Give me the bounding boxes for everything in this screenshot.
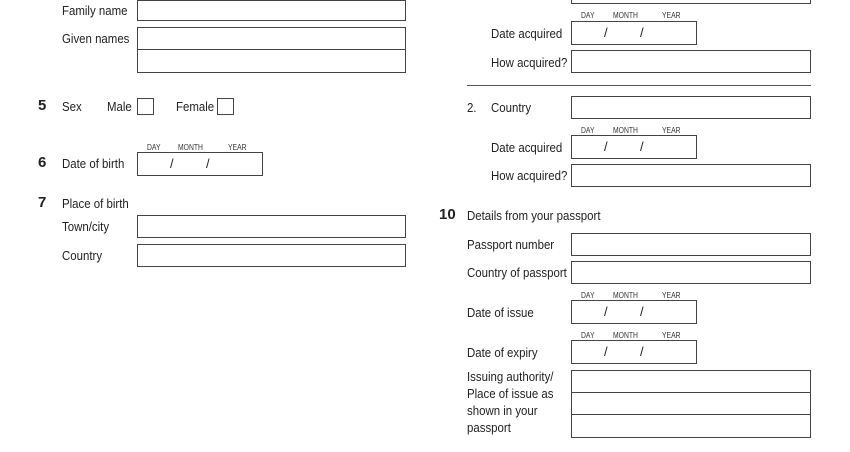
issuing-authority-field-2[interactable] — [571, 392, 811, 415]
issuing-authority-field-3[interactable] — [571, 414, 811, 438]
date-of-birth-field[interactable] — [137, 152, 263, 176]
date-acquired-1-label: Date acquired — [491, 26, 563, 41]
expiry-month-hint: MONTH — [613, 331, 638, 340]
place-of-birth-label: Place of birth — [62, 196, 129, 211]
date-acquired-1-field[interactable] — [571, 21, 697, 45]
date-acquired-2-field[interactable] — [571, 135, 697, 159]
acq1-year-hint: YEAR — [662, 11, 681, 20]
section-6-number: 6 — [38, 154, 47, 171]
given-names-field-2[interactable] — [137, 49, 406, 73]
dob-separator-2: / — [206, 156, 210, 171]
acq2-year-hint: YEAR — [662, 126, 681, 135]
issue-month-hint: MONTH — [613, 291, 638, 300]
issuing-authority-field-1[interactable] — [571, 370, 811, 393]
country-of-birth-field[interactable] — [137, 244, 406, 267]
acq2-separator-2: / — [640, 139, 644, 154]
acq1-month-hint: MONTH — [613, 11, 638, 20]
passport-number-field[interactable] — [571, 233, 811, 256]
dob-separator-1: / — [170, 156, 174, 171]
issuing-authority-label-line-3: shown in your — [467, 403, 538, 418]
acq1-separator-1: / — [604, 25, 608, 40]
how-acquired-2-field[interactable] — [571, 164, 811, 187]
date-of-expiry-label: Date of expiry — [467, 345, 538, 360]
section-7-number: 7 — [38, 194, 47, 211]
date-of-issue-label: Date of issue — [467, 305, 534, 320]
issue-day-hint: DAY — [581, 291, 595, 300]
country-of-birth-label: Country — [62, 248, 103, 263]
acq1-separator-2: / — [640, 25, 644, 40]
acq2-month-hint: MONTH — [613, 126, 638, 135]
country-2-label: Country — [491, 100, 532, 115]
acq2-day-hint: DAY — [581, 126, 595, 135]
passport-number-label: Passport number — [467, 237, 555, 252]
issue-separator-2: / — [640, 304, 644, 319]
female-checkbox[interactable] — [217, 98, 234, 115]
how-acquired-1-field[interactable] — [571, 50, 811, 73]
dob-year-hint: YEAR — [228, 143, 247, 152]
country-2-number: 2. — [467, 100, 477, 115]
issuing-authority-label-line-2: Place of issue as — [467, 386, 554, 401]
how-acquired-1-label: How acquired? — [491, 55, 568, 70]
acq1-day-hint: DAY — [581, 11, 595, 20]
town-city-field[interactable] — [137, 215, 406, 238]
expiry-separator-2: / — [640, 344, 644, 359]
issue-separator-1: / — [604, 304, 608, 319]
family-name-field[interactable] — [137, 0, 406, 21]
divider — [467, 85, 811, 86]
family-name-label: Family name — [62, 3, 128, 18]
issue-year-hint: YEAR — [662, 291, 681, 300]
date-of-birth-label: Date of birth — [62, 156, 125, 171]
dob-day-hint: DAY — [147, 143, 161, 152]
expiry-separator-1: / — [604, 344, 608, 359]
country-of-passport-label: Country of passport — [467, 265, 567, 280]
date-acquired-2-label: Date acquired — [491, 140, 563, 155]
sex-label: Sex — [62, 99, 82, 114]
town-city-label: Town/city — [62, 219, 110, 234]
country-of-passport-field[interactable] — [571, 261, 811, 284]
expiry-year-hint: YEAR — [662, 331, 681, 340]
date-of-expiry-field[interactable] — [571, 340, 697, 364]
section-10-number: 10 — [439, 206, 456, 223]
dob-month-hint: MONTH — [178, 143, 203, 152]
date-of-issue-field[interactable] — [571, 300, 697, 324]
section-5-number: 5 — [38, 97, 47, 114]
issuing-authority-label-line-4: passport — [467, 420, 511, 435]
female-label: Female — [176, 99, 215, 114]
passport-details-title: Details from your passport — [467, 208, 601, 223]
acq2-separator-1: / — [604, 139, 608, 154]
issuing-authority-label-line-1: Issuing authority/ — [467, 369, 554, 384]
given-names-field-1[interactable] — [137, 27, 406, 50]
male-label: Male — [107, 99, 132, 114]
country-2-field[interactable] — [571, 96, 811, 119]
how-acquired-2-label: How acquired? — [491, 168, 568, 183]
male-checkbox[interactable] — [137, 98, 154, 115]
expiry-day-hint: DAY — [581, 331, 595, 340]
country-1-field[interactable] — [571, 0, 811, 4]
given-names-label: Given names — [62, 31, 130, 46]
